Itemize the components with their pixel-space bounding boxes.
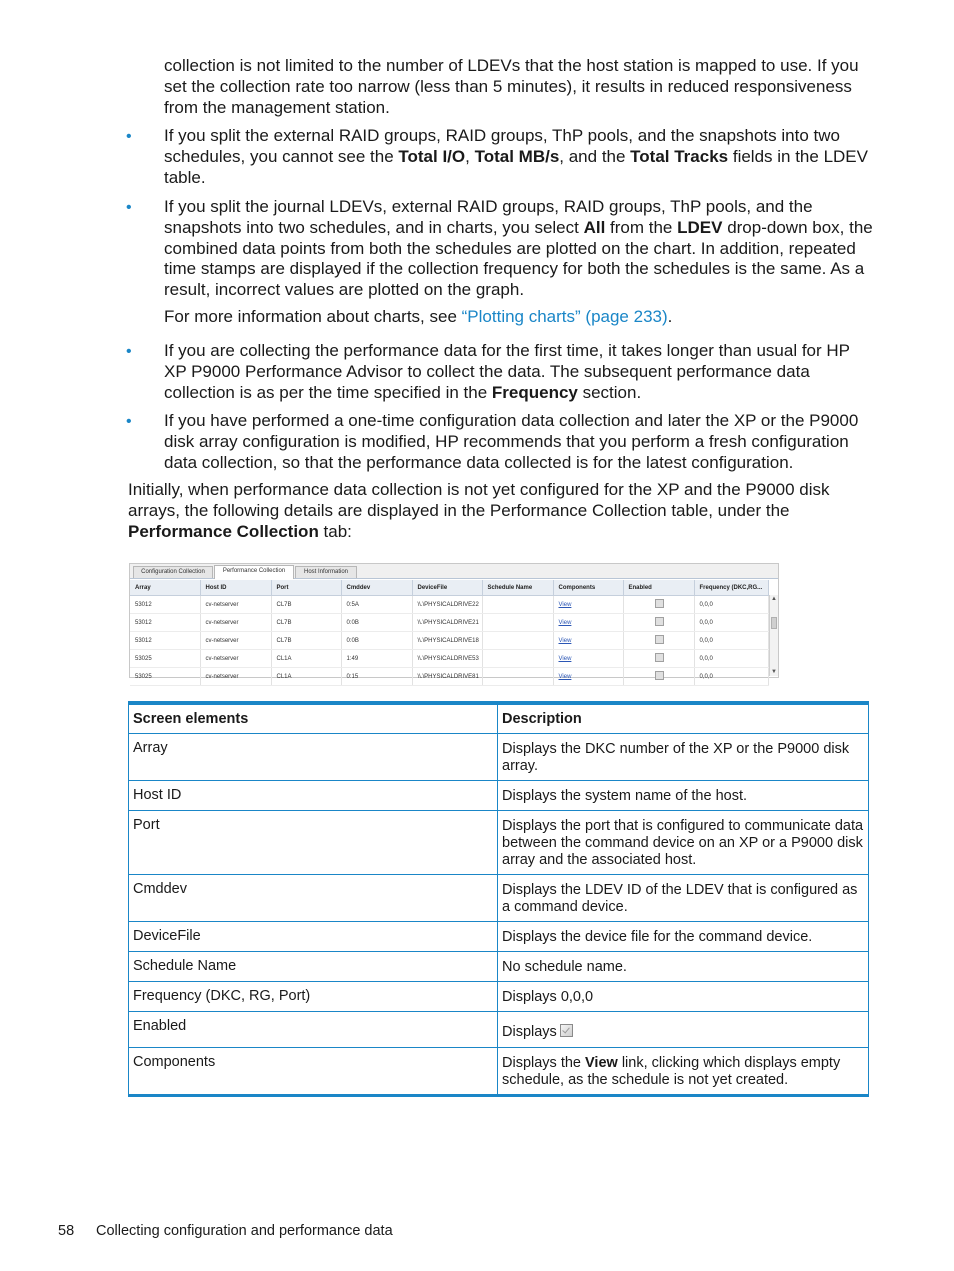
table-row xyxy=(129,952,869,982)
description-cell: Displays the device file for the command device. xyxy=(498,922,869,952)
cell-enabled xyxy=(623,650,694,668)
cell-devicefile: \\.\PHYSICALDRIVE18 xyxy=(412,632,482,650)
bullet-marker: • xyxy=(126,343,132,360)
cell-components xyxy=(553,668,623,686)
table-row xyxy=(129,781,869,811)
cell-enabled xyxy=(623,614,694,632)
cell-host-id: cv-netserver xyxy=(200,614,271,632)
element-cell: Cmddev xyxy=(129,875,498,922)
cell-port: CL7B xyxy=(271,632,341,650)
description-cell: Displays 0,0,0 xyxy=(498,982,869,1012)
bullet-marker: • xyxy=(126,128,132,145)
bullet-split-schedules: If you split the external RAID groups, RAID groups, ThP pools, and the snapshots into two schedules, you cannot see the Total I/O, Total MB/s, and the Total Tracks fields in the LDEV table. xyxy=(164,126,868,187)
cell-port: CL7B xyxy=(271,614,341,632)
cell-cmddev: 0:0B xyxy=(341,632,412,650)
description-cell: Displays xyxy=(498,1012,869,1048)
tab-host-information[interactable]: Host Information xyxy=(295,566,357,578)
cell-components xyxy=(553,650,623,668)
cell-array: 53012 xyxy=(130,632,200,650)
description-cell: No schedule name. xyxy=(498,952,869,982)
view-link[interactable]: View xyxy=(558,673,572,680)
table-row[interactable] xyxy=(130,632,768,650)
tab-strip xyxy=(130,564,778,579)
cell-enabled xyxy=(623,632,694,650)
cell-cmddev: 1:49 xyxy=(341,650,412,668)
bullet-marker: • xyxy=(126,413,132,430)
description-cell: Displays the LDEV ID of the LDEV that is configured as a command device. xyxy=(498,875,869,922)
element-cell: Port xyxy=(129,811,498,875)
scroll-down-icon[interactable]: ▼ xyxy=(771,669,777,675)
cell-array: 53025 xyxy=(130,668,200,686)
bullet-one-time-config: If you have performed a one-time configuration data collection and later the XP or the P9000 disk array configuration is modified, HP recommends that you perform a fresh configuration data collection, so that the performance data collected is for the latest configuration. xyxy=(164,411,859,472)
screen-elements-table xyxy=(128,701,869,1097)
view-link[interactable]: View xyxy=(558,655,572,662)
cell-port: CL1A xyxy=(271,650,341,668)
element-cell: Schedule Name xyxy=(129,952,498,982)
bullet-first-time-collection: If you are collecting the performance data for the first time, it takes longer than usual for HP XP P9000 Performance Advisor to collect the data. The subsequent performance data collection is as per the time specified in the Frequency section. xyxy=(164,341,850,402)
enabled-checkbox[interactable] xyxy=(655,671,664,680)
cell-frequency: 0,0,0 xyxy=(694,668,768,686)
cell-cmddev: 0:15 xyxy=(341,668,412,686)
cell-schedule-name xyxy=(482,632,553,650)
description-cell: Displays the port that is configured to communicate data between the command device on an XP or a P9000 disk array and the associated host. xyxy=(498,811,869,875)
table-row xyxy=(129,1048,869,1096)
element-cell: DeviceFile xyxy=(129,922,498,952)
cell-frequency: 0,0,0 xyxy=(694,596,768,614)
enabled-checkbox[interactable] xyxy=(655,653,664,662)
column-header[interactable]: Port xyxy=(271,580,341,596)
cell-components xyxy=(553,614,623,632)
table-header-row xyxy=(129,703,869,734)
cell-frequency: 0,0,0 xyxy=(694,650,768,668)
enabled-checkbox[interactable] xyxy=(655,635,664,644)
column-header[interactable]: Components xyxy=(553,580,623,596)
column-header[interactable]: Array xyxy=(130,580,200,596)
cell-port: CL1A xyxy=(271,668,341,686)
cell-devicefile: \\.\PHYSICALDRIVE53 xyxy=(412,650,482,668)
cell-port: CL7B xyxy=(271,596,341,614)
cell-enabled xyxy=(623,596,694,614)
cell-host-id: cv-netserver xyxy=(200,596,271,614)
view-link[interactable]: View xyxy=(558,601,572,608)
element-cell: Array xyxy=(129,734,498,781)
view-link[interactable]: View xyxy=(558,619,572,626)
intro-paragraph: collection is not limited to the number of LDEVs that the host station is mapped to use. If you set the collection rate too narrow (less than 5 minutes), it results in reduced responsiveness from the management station. xyxy=(164,56,859,117)
cell-host-id: cv-netserver xyxy=(200,650,271,668)
view-link[interactable]: View xyxy=(558,637,572,644)
table-row xyxy=(129,922,869,952)
scroll-up-icon[interactable]: ▲ xyxy=(771,596,777,602)
column-header[interactable]: Frequency (DKC,RG... xyxy=(694,580,768,596)
performance-collection-table xyxy=(130,580,769,686)
table-row xyxy=(129,875,869,922)
cell-components xyxy=(553,596,623,614)
cell-array: 53012 xyxy=(130,614,200,632)
table-row[interactable] xyxy=(130,650,768,668)
cell-enabled xyxy=(623,668,694,686)
cell-schedule-name xyxy=(482,668,553,686)
table-row xyxy=(129,734,869,781)
bullet-journal-ldevs: If you split the journal LDEVs, external RAID groups, RAID groups, ThP pools, and the snapshots into two schedules, and in charts, you select All from the LDEV drop-down box, the combined data points from both the schedules are plotted on the chart. In addition, repeated time stamps are displayed if the collection frequency for both the schedules is the same. As a result, incorrect values are plotted on the graph. xyxy=(164,197,873,300)
tab-performance-collection[interactable]: Performance Collection xyxy=(214,565,294,579)
cell-frequency: 0,0,0 xyxy=(694,614,768,632)
table-row[interactable] xyxy=(130,668,768,686)
table-row xyxy=(129,982,869,1012)
cell-array: 53012 xyxy=(130,596,200,614)
element-cell: Components xyxy=(129,1048,498,1096)
cell-host-id: cv-netserver xyxy=(200,668,271,686)
description-cell: Displays the View link, clicking which displays empty schedule, as the schedule is not yet created. xyxy=(498,1048,869,1096)
more-info-charts: For more information about charts, see “Plotting charts” (page 233). xyxy=(164,307,673,326)
initially-paragraph: Initially, when performance data collection is not yet configured for the XP and the P9000 disk arrays, the following details are displayed in the Performance Collection table, under the Performance Collection tab: xyxy=(128,480,830,541)
column-header[interactable]: DeviceFile xyxy=(412,580,482,596)
cell-cmddev: 0:0B xyxy=(341,614,412,632)
table-row[interactable] xyxy=(130,596,768,614)
cell-array: 53025 xyxy=(130,650,200,668)
column-header[interactable]: Cmddev xyxy=(341,580,412,596)
table-row[interactable] xyxy=(130,614,768,632)
header-description: Description xyxy=(498,703,869,734)
plotting-charts-link[interactable]: “Plotting charts” (page 233) xyxy=(461,307,668,326)
description-cell: Displays the DKC number of the XP or the P9000 disk array. xyxy=(498,734,869,781)
scroll-thumb[interactable] xyxy=(771,617,777,629)
element-cell: Host ID xyxy=(129,781,498,811)
column-header[interactable]: Host ID xyxy=(200,580,271,596)
table-row xyxy=(129,1012,869,1048)
cell-schedule-name xyxy=(482,650,553,668)
bullet-marker: • xyxy=(126,199,132,216)
description-cell: Displays the system name of the host. xyxy=(498,781,869,811)
checkbox-icon xyxy=(560,1024,573,1037)
cell-devicefile: \\.\PHYSICALDRIVE21 xyxy=(412,614,482,632)
tab-configuration-collection[interactable]: Configuration Collection xyxy=(133,566,213,578)
cell-schedule-name xyxy=(482,614,553,632)
cell-host-id: cv-netserver xyxy=(200,632,271,650)
table-row xyxy=(129,811,869,875)
footer-section-title: Collecting configuration and performance data xyxy=(96,1223,393,1239)
column-header[interactable]: Enabled xyxy=(623,580,694,596)
vertical-scrollbar[interactable] xyxy=(769,595,778,676)
cell-components xyxy=(553,632,623,650)
enabled-checkbox[interactable] xyxy=(655,599,664,608)
column-header[interactable]: Schedule Name xyxy=(482,580,553,596)
enabled-checkbox[interactable] xyxy=(655,617,664,626)
page-number: 58 xyxy=(58,1223,75,1239)
element-cell: Frequency (DKC, RG, Port) xyxy=(129,982,498,1012)
performance-collection-screenshot xyxy=(129,563,779,678)
table-header-row xyxy=(130,580,768,596)
cell-devicefile: \\.\PHYSICALDRIVE81 xyxy=(412,668,482,686)
header-screen-elements: Screen elements xyxy=(129,703,498,734)
cell-devicefile: \\.\PHYSICALDRIVE22 xyxy=(412,596,482,614)
cell-schedule-name xyxy=(482,596,553,614)
cell-frequency: 0,0,0 xyxy=(694,632,768,650)
cell-cmddev: 0:5A xyxy=(341,596,412,614)
element-cell: Enabled xyxy=(129,1012,498,1048)
